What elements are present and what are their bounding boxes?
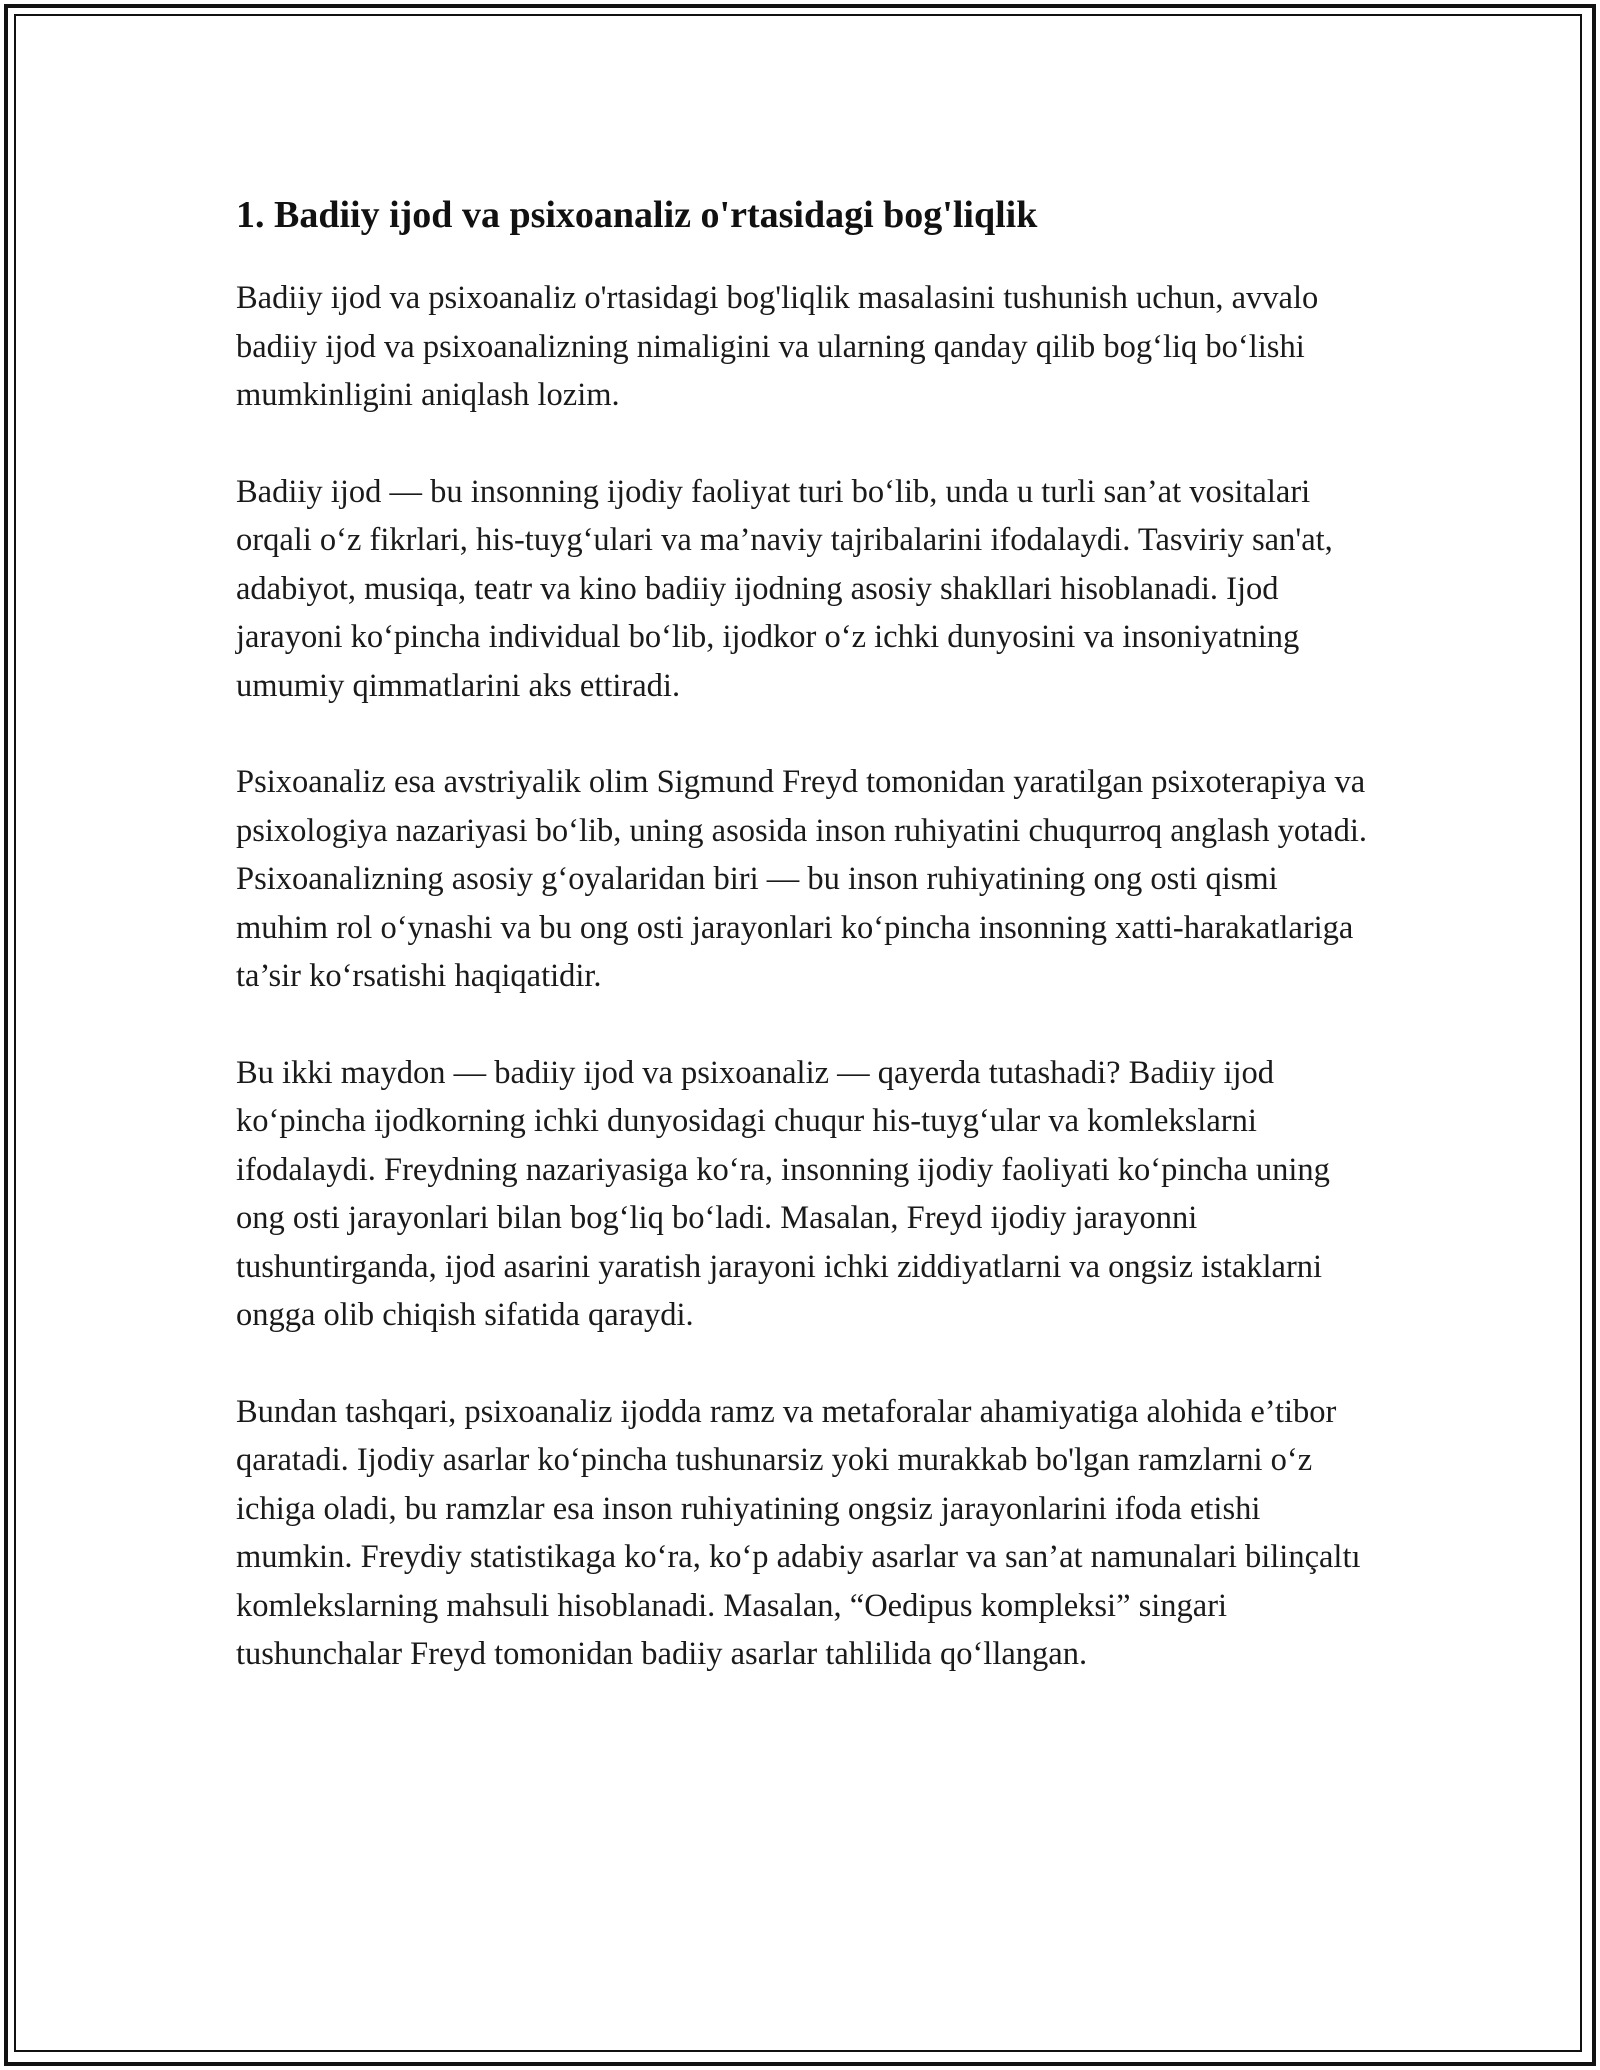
paragraph-ramzlar: Bundan tashqari, psixoanaliz ijodda ramz va metaforalar ahamiyatiga alohida e’tibor qaratadi. Ijodiy asarlar ko‘pincha tushunarsiz yoki murakkab bo'lgan ramzlarni o‘z ichiga oladi, bu ramzlar esa inson ruhiyatining ongsiz jarayonlarini ifoda etishi mumkin. Freydiy statistikaga ko‘ra, ko‘p adabiy asarlar va san’at namunalari bilinçaltı komlekslarning mahsuli hisoblanadi. Masalan, “Oedipus kompleksi” singari tushunchalar Freyd tomonidan badiiy asarlar tahlilida qo‘llangan.: [236, 1393, 1361, 1672]
document-body: [236, 186, 1376, 1727]
paragraph-badiiy-ijod: Badiiy ijod — bu insonning ijodiy faoliyat turi bo‘lib, unda u turli san’at vositalari orqali o‘z fikrlari, his-tuyg‘ulari va ma’naviy tajribalarini ifodalaydi. Tasviriy san'at, adabiyot, musiqa, teatr va kino badiiy ijodning asosiy shakllari hisoblanadi. Ijod jarayoni ko‘pincha individual bo‘lib, ijodkor o‘z ichki dunyosini va insoniyatning umumiy qimmatlarini aks ettiradi.: [236, 473, 1333, 704]
paragraph-psixoanaliz: Psixoanaliz esa avstriyalik olim Sigmund Freyd tomonidan yaratilgan psixoterapiya va psixologiya nazariyasi bo‘lib, uning asosida inson ruhiyatini chuqurroq anglash yotadi. Psixoanalizning asosiy g‘oyalaridan biri — bu inson ruhiyatining ong osti qismi muhim rol o‘ynashi va bu ong osti jarayonlari ko‘pincha insonning xatti-harakatlariga ta’sir ko‘rsatishi haqiqatidir.: [236, 764, 1367, 994]
section-heading: 1. Badiiy ijod va psixoanaliz o'rtasidagi bog'liqlik: [236, 194, 1038, 236]
paragraph-intro: Badiiy ijod va psixoanaliz o'rtasidagi bog'liqlik masalasini tushunish uchun, avvalo badiiy ijod va psixoanalizning nimaligini va ularning qanday qilib bog‘liq bo‘lishi mumkinligini aniqlash lozim.: [236, 280, 1319, 413]
paragraph-tutashuv: Bu ikki maydon — badiiy ijod va psixoanaliz — qayerda tutashadi? Badiiy ijod ko‘pincha ijodkorning ichki dunyosidagi chuqur his-tuyg‘ular va komlekslarni ifodalaydi. Freydning nazariyasiga ko‘ra, insonning ijodiy faoliyati ko‘pincha uning ong osti jarayonlari bilan bog‘liq bo‘ladi. Masalan, Freyd ijodiy jarayonni tushuntirganda, ijod asarini yaratish jarayoni ichki ziddiyatlarni va ongsiz istaklarni ongga olib chiqish sifatida qaraydi.: [236, 1054, 1330, 1333]
